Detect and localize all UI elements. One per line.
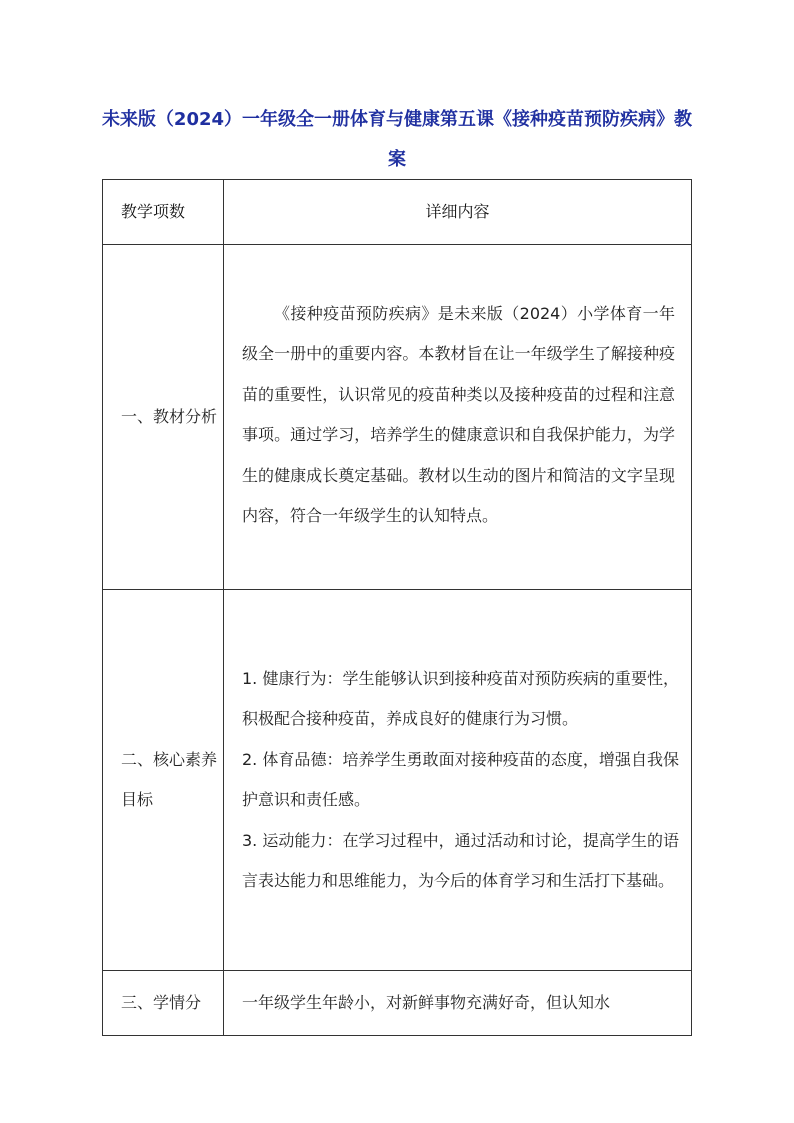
page-title: 未来版（2024）一年级全一册体育与健康第五课《接种疫苗预防疾病》教案 bbox=[101, 109, 693, 170]
goal-item-health-behavior: 1. 健康行为：学生能够认识到接种疫苗对预防疾病的重要性，积极配合接种疫苗，养成良好的健康行为习惯。 bbox=[242, 668, 679, 728]
goal-item-motor-ability: 3. 运动能力：在学习过程中，通过活动和讨论，提高学生的语言表达能力和思维能力，为今后的体育学习和生活打下基础。 bbox=[242, 830, 679, 890]
header-detailed-content: 详细内容 bbox=[224, 180, 692, 245]
lesson-plan-table bbox=[102, 179, 692, 1036]
header-teaching-items: 教学项数 bbox=[103, 180, 224, 245]
row-label-student-analysis: 三、学情分 bbox=[103, 971, 224, 1036]
table-header-row bbox=[103, 180, 692, 245]
content-paragraph: 一年级学生年龄小，对新鲜事物充满好奇，但认知水 bbox=[242, 992, 611, 1012]
row-content-core-literacy-goals bbox=[224, 590, 692, 971]
row-label-material-analysis: 一、教材分析 bbox=[103, 245, 224, 590]
row-content-material-analysis bbox=[224, 245, 692, 590]
goal-item-sports-ethics: 2. 体育品德：培养学生勇敢面对接种疫苗的态度，增强自我保护意识和责任感。 bbox=[242, 749, 679, 809]
table-row bbox=[103, 245, 692, 590]
table-row bbox=[103, 971, 692, 1036]
content-paragraph: 《接种疫苗预防疾病》是未来版（2024）小学体育一年级全一册中的重要内容。本教材旨在让一年级学生了解接种疫苗的重要性，认识常见的疫苗种类以及接种疫苗的过程和注意事项。通过学习，培养学生的健康意识和自我保护能力，为学生的健康成长奠定基础。教材以生动的图片和简洁的文字呈现内容，符合一年级学生的认知特点。 bbox=[242, 303, 675, 525]
table-row bbox=[103, 590, 692, 971]
row-label-core-literacy-goals: 二、核心素养目标 bbox=[103, 590, 224, 971]
row-content-student-analysis bbox=[224, 971, 692, 1036]
